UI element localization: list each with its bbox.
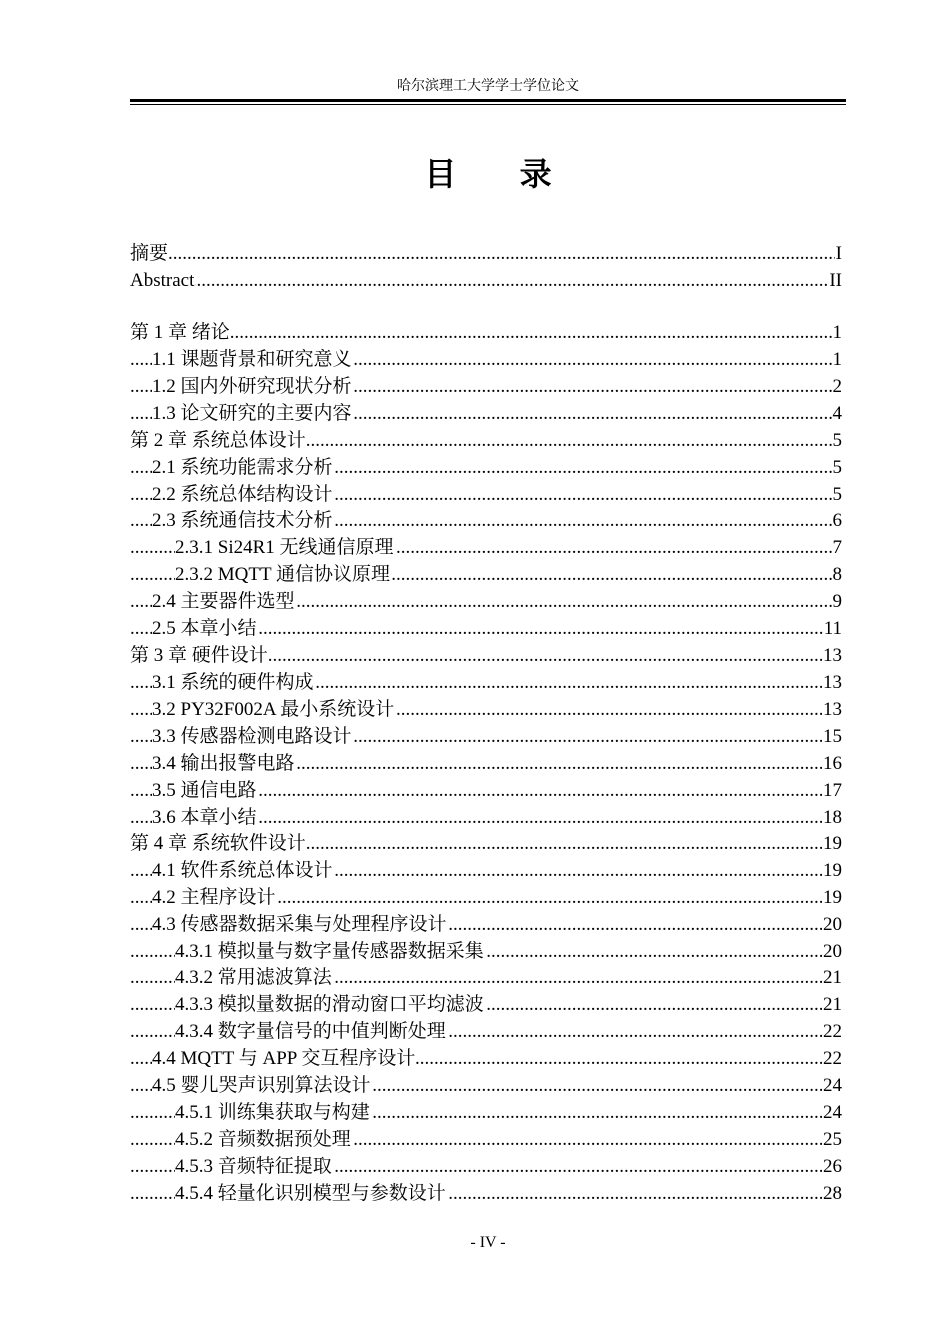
toc-entry-page: 5 [832, 427, 843, 454]
toc-entry-page: 22 [822, 1045, 842, 1072]
toc-entry[interactable] [130, 588, 842, 615]
toc-entry-page: 6 [832, 507, 843, 534]
toc-entry-page: II [828, 267, 842, 294]
toc-entry-page: 19 [822, 830, 842, 857]
toc-entry-page: I [835, 240, 842, 267]
toc-entry[interactable] [130, 938, 842, 965]
toc-entry[interactable] [130, 1153, 842, 1180]
toc-entry[interactable] [130, 561, 842, 588]
toc-entry-label: 4.5.1 训练集获取与构建 [175, 1102, 370, 1123]
toc-entry[interactable] [130, 507, 842, 534]
toc-entry-label: 4.3.1 模拟量与数字量传感器数据采集 [175, 941, 484, 962]
toc-entry-label: 1.2 国内外研究现状分析 [152, 376, 352, 397]
toc-entry[interactable] [130, 669, 842, 696]
toc-entry-page: 26 [822, 1153, 842, 1180]
toc-entry[interactable] [130, 696, 842, 723]
toc-entry-label: 2.2 系统总体结构设计 [152, 484, 333, 505]
toc-entry-label: 1.1 课题背景和研究意义 [152, 349, 352, 370]
toc-entry-label: 4.5 婴儿哭声识别算法设计 [152, 1075, 371, 1096]
toc-entry[interactable] [130, 400, 842, 427]
toc-entry-label: Abstract [130, 270, 195, 291]
toc-entry-page: 18 [822, 804, 842, 831]
toc-entry[interactable] [130, 1045, 842, 1072]
toc-entry-page: 1 [832, 319, 843, 346]
toc-entry-page: 24 [822, 1072, 842, 1099]
toc-entry-page: 8 [832, 561, 843, 588]
toc-entry-label: 2.4 主要器件选型 [152, 591, 295, 612]
toc-entry-page: 5 [832, 481, 843, 508]
toc-entry-label: 3.1 系统的硬件构成 [152, 672, 314, 693]
toc-entry[interactable] [130, 723, 842, 750]
page-title: 目 录 [424, 155, 578, 193]
toc-entry-page: 19 [822, 857, 842, 884]
toc-entry-label: 第 2 章 系统总体设计 [130, 430, 306, 451]
toc-entry-label: 2.1 系统功能需求分析 [152, 457, 333, 478]
toc-entry-label: 4.5.2 音频数据预处理 [175, 1129, 351, 1150]
toc-entry-label: 4.3.4 数字量信号的中值判断处理 [175, 1021, 446, 1042]
toc-entry-page: 4 [832, 400, 843, 427]
toc-entry[interactable] [130, 615, 842, 642]
toc-entry-page: 28 [822, 1180, 842, 1207]
toc-entry-page: 13 [822, 696, 842, 723]
toc-entry[interactable] [130, 964, 842, 991]
toc-entry[interactable] [130, 1126, 842, 1153]
toc-entry[interactable] [130, 991, 842, 1018]
toc-entry-page: 25 [822, 1126, 842, 1153]
toc-entry-page: 17 [822, 777, 842, 804]
page-number: - IV - [470, 1234, 506, 1251]
toc-entry-label: 2.3 系统通信技术分析 [152, 510, 333, 531]
toc-entry-page: 15 [822, 723, 842, 750]
toc-entry-page: 11 [823, 615, 842, 642]
toc-entry-page: 13 [822, 642, 842, 669]
toc-entry[interactable] [130, 267, 842, 294]
toc-entry-page: 2 [832, 373, 843, 400]
toc-entry[interactable] [130, 534, 842, 561]
toc-entry-page: 1 [832, 346, 843, 373]
toc-entry-page: 21 [822, 991, 842, 1018]
toc-entry-label: 2.5 本章小结 [152, 618, 257, 639]
toc-entry[interactable] [130, 240, 842, 267]
toc-entry-page: 13 [822, 669, 842, 696]
toc-entry-label: 4.5.3 音频特征提取 [175, 1156, 332, 1177]
toc-entry-label: 3.3 传感器检测电路设计 [152, 726, 352, 747]
toc-entry-label: 第 3 章 硬件设计 [130, 645, 268, 666]
toc-entry-label: 3.5 通信电路 [152, 780, 257, 801]
toc-entry-label: 3.2 PY32F002A 最小系统设计 [152, 699, 395, 720]
toc-entry-label: 4.5.4 轻量化识别模型与参数设计 [175, 1183, 446, 1204]
toc-entry[interactable] [130, 1180, 842, 1207]
toc-entry-label: 3.4 输出报警电路 [152, 753, 295, 774]
toc-entry[interactable] [130, 427, 842, 454]
toc-entry[interactable] [130, 911, 842, 938]
toc-entry-page: 7 [832, 534, 843, 561]
toc-entry[interactable] [130, 804, 842, 831]
toc-entry[interactable] [130, 454, 842, 481]
toc-entry-label: 2.3.1 Si24R1 无线通信原理 [175, 537, 394, 558]
toc-entry[interactable] [130, 346, 842, 373]
toc-entry[interactable] [130, 319, 842, 346]
toc-entry-label: 第 4 章 系统软件设计 [130, 833, 306, 854]
toc-entry[interactable] [130, 1018, 842, 1045]
toc-entry-label: 4.3 传感器数据采集与处理程序设计 [152, 914, 447, 935]
toc-entry-label: 摘要 [130, 243, 169, 264]
toc-entry[interactable] [130, 481, 842, 508]
toc-entry-label: 4.3.3 模拟量数据的滑动窗口平均滤波 [175, 994, 484, 1015]
toc-entry[interactable] [130, 884, 842, 911]
toc-entry[interactable] [130, 1099, 842, 1126]
toc-entry-page: 5 [832, 454, 843, 481]
toc-entry[interactable] [130, 373, 842, 400]
toc-entry-page: 22 [822, 1018, 842, 1045]
toc-entry-label: 1.3 论文研究的主要内容 [152, 403, 352, 424]
toc-entry[interactable] [130, 642, 842, 669]
toc-entry[interactable] [130, 830, 842, 857]
toc-entry-page: 19 [822, 884, 842, 911]
toc-entry-page: 24 [822, 1099, 842, 1126]
toc-entry-page: 9 [832, 588, 843, 615]
toc-entry[interactable] [130, 1072, 842, 1099]
toc-entry-page: 16 [822, 750, 842, 777]
toc-entry-page: 20 [822, 911, 842, 938]
running-header: 哈尔滨理工大学学士学位论文 [397, 79, 579, 94]
toc-entry-label: 2.3.2 MQTT 通信协议原理 [175, 564, 390, 585]
toc-entry-label: 4.2 主程序设计 [152, 887, 276, 908]
toc-entry[interactable] [130, 857, 842, 884]
toc-entry[interactable] [130, 750, 842, 777]
toc-entry-label: 3.6 本章小结 [152, 807, 257, 828]
toc-entry-label: 第 1 章 绪论 [130, 322, 230, 343]
toc-entry-page: 20 [822, 938, 842, 965]
header-rule-thick [130, 99, 846, 102]
toc-entry-page: 21 [822, 964, 842, 991]
toc-entry-label: 4.4 MQTT 与 APP 交互程序设计 [152, 1048, 416, 1069]
toc-entry[interactable] [130, 777, 842, 804]
toc-entry-label: 4.3.2 常用滤波算法 [175, 967, 332, 988]
toc-entry-label: 4.1 软件系统总体设计 [152, 860, 333, 881]
header-rule-thin [130, 104, 846, 105]
